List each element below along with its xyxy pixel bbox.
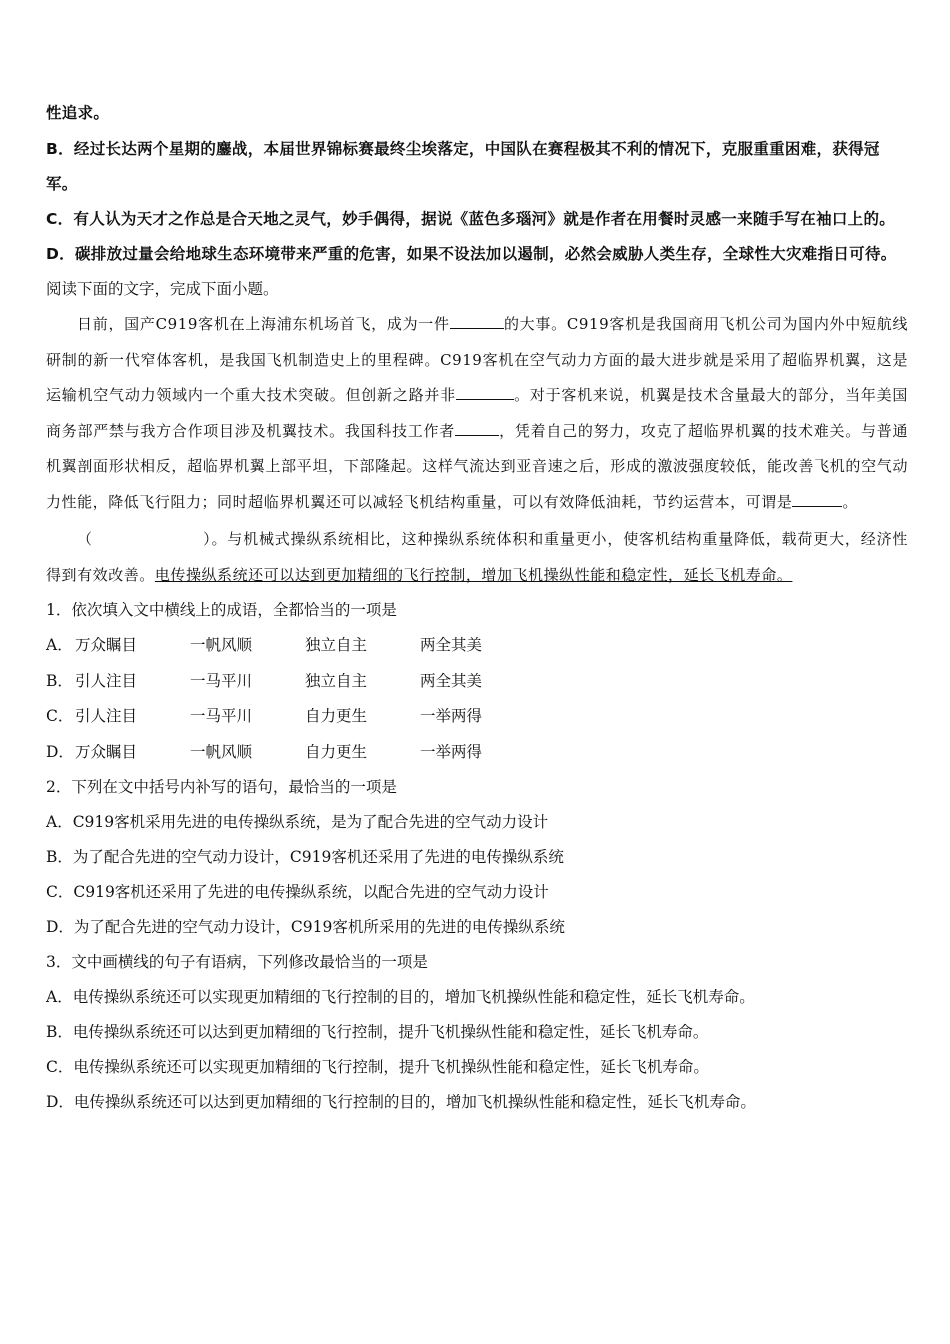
question-3-option-b: B．电传操纵系统还可以达到更加精细的飞行控制，提升飞机操纵性能和稳定性，延长飞机寿命。 (46, 1023, 709, 1041)
fill-blank-2 (456, 384, 514, 400)
question-3-option-a: A．电传操纵系统还可以实现更加精细的飞行控制的目的，增加飞机操纵性能和稳定性，延长飞机寿命。 (46, 988, 755, 1006)
fill-blank-3 (455, 420, 499, 436)
prev-option-b: B．经过长达两个星期的鏖战，本届世界锦标赛最终尘埃落定，中国队在赛程极其不利的情况下，克服重重困难，获得冠军。 (46, 140, 880, 193)
question-1-option: A． 万众瞩目 一帆风顺 独立自主 两全其美 (46, 636, 483, 654)
question-1-options (46, 628, 908, 770)
prev-option-c: C．有人认为天才之作总是合天地之灵气，妙手偶得，据说《蓝色多瑙河》就是作者在用餐时灵感一来随手写在袖口上的。 (46, 210, 896, 228)
underlined-sentence: 电传操纵系统还可以达到更加精细的飞行控制，增加飞机操纵性能和稳定性，延长飞机寿命。 (154, 565, 793, 584)
passage-text: 的大事。C919客机是我国商用飞机公司为国内外中短航线研制的新一代窄体客机，是我国飞机制造史上的里程碑。C919客机在空气动力方面的最大进步就是采用了超临界机翼，这是运输机空气动力领域内一个重大技术突破。但创新之路并非 (46, 315, 909, 404)
exam-page (46, 96, 908, 1120)
fill-blank-4 (792, 491, 842, 507)
question-2-option-c: C．C919客机还采用了先进的电传操纵系统，以配合先进的空气动力设计 (46, 883, 549, 901)
question-1-stem: 1．依次填入文中横线上的成语，全都恰当的一项是 (46, 601, 397, 619)
passage-paragraph-2 (46, 522, 908, 593)
question-1-option: B． 引人注目 一马平川 独立自主 两全其美 (46, 671, 483, 690)
fill-blank-1 (450, 313, 504, 329)
question-1-option: D．万众瞩目 一帆风顺 自力更生 一举两得 (46, 742, 483, 761)
prev-option-d: D．碳排放过量会给地球生态环境带来严重的危害，如果不设法加以遏制，必然会威胁人类生存，全球性大灾难指日可待。 (46, 245, 897, 263)
passage-text: 日前，国产C919客机在上海浦东机场首飞，成为一件 (77, 315, 450, 333)
passage-text: ）。与机械式操纵系统相比，这种操纵系统体积和重量更小，使客机结构重量降低，载荷更大，经济性得到有效改善。 (46, 530, 908, 584)
passage-text: 。 (842, 492, 858, 511)
question-2-option-d: D．为了配合先进的空气动力设计，C919客机所采用的先进的电传操纵系统 (46, 918, 565, 936)
question-2-option-b: B．为了配合先进的空气动力设计，C919客机还采用了先进的电传操纵系统 (46, 848, 564, 866)
question-3-stem: 3．文中画横线的句子有语病，下列修改最恰当的一项是 (46, 953, 428, 971)
question-2-stem: 2．下列在文中括号内补写的语句，最恰当的一项是 (46, 778, 397, 796)
prev-option-a-tail: 性追求。 (46, 104, 110, 122)
reading-intro: 阅读下面的文字，完成下面小题。 (46, 280, 279, 298)
question-3-option-d: D．电传操纵系统还可以达到更加精细的飞行控制的目的，增加飞机操纵性能和稳定性，延长飞机寿命。 (46, 1093, 756, 1111)
question-3-option-c: C．电传操纵系统还可以实现更加精细的飞行控制，提升飞机操纵性能和稳定性，延长飞机寿命。 (46, 1058, 709, 1076)
passage-text: 。对于客机来说，机翼是技术含量最大的部分，当年美国商务部严禁与我方合作项目涉及机翼技术。我国科技工作者 (46, 386, 908, 440)
passage-paragraph-1 (46, 307, 908, 520)
question-1-option: C． 引人注目 一马平川 自力更生 一举两得 (46, 707, 483, 725)
paren-open: （ (77, 530, 93, 548)
question-2-option-a: A．C919客机采用先进的电传操纵系统，是为了配合先进的空气动力设计 (46, 813, 549, 831)
passage-text: ，凭着自己的努力，攻克了超临界机翼的技术难关。与普通机翼剖面形状相反，超临界机翼上部平坦，下部隆起。这样气流达到亚音速之后，形成的激波强度较低，能改善飞机的空气动力性能，降低飞行阻力；同时超临界机翼还可以减轻飞机结构重量，可以有效降低油耗，节约运营本，可谓是 (46, 421, 908, 511)
